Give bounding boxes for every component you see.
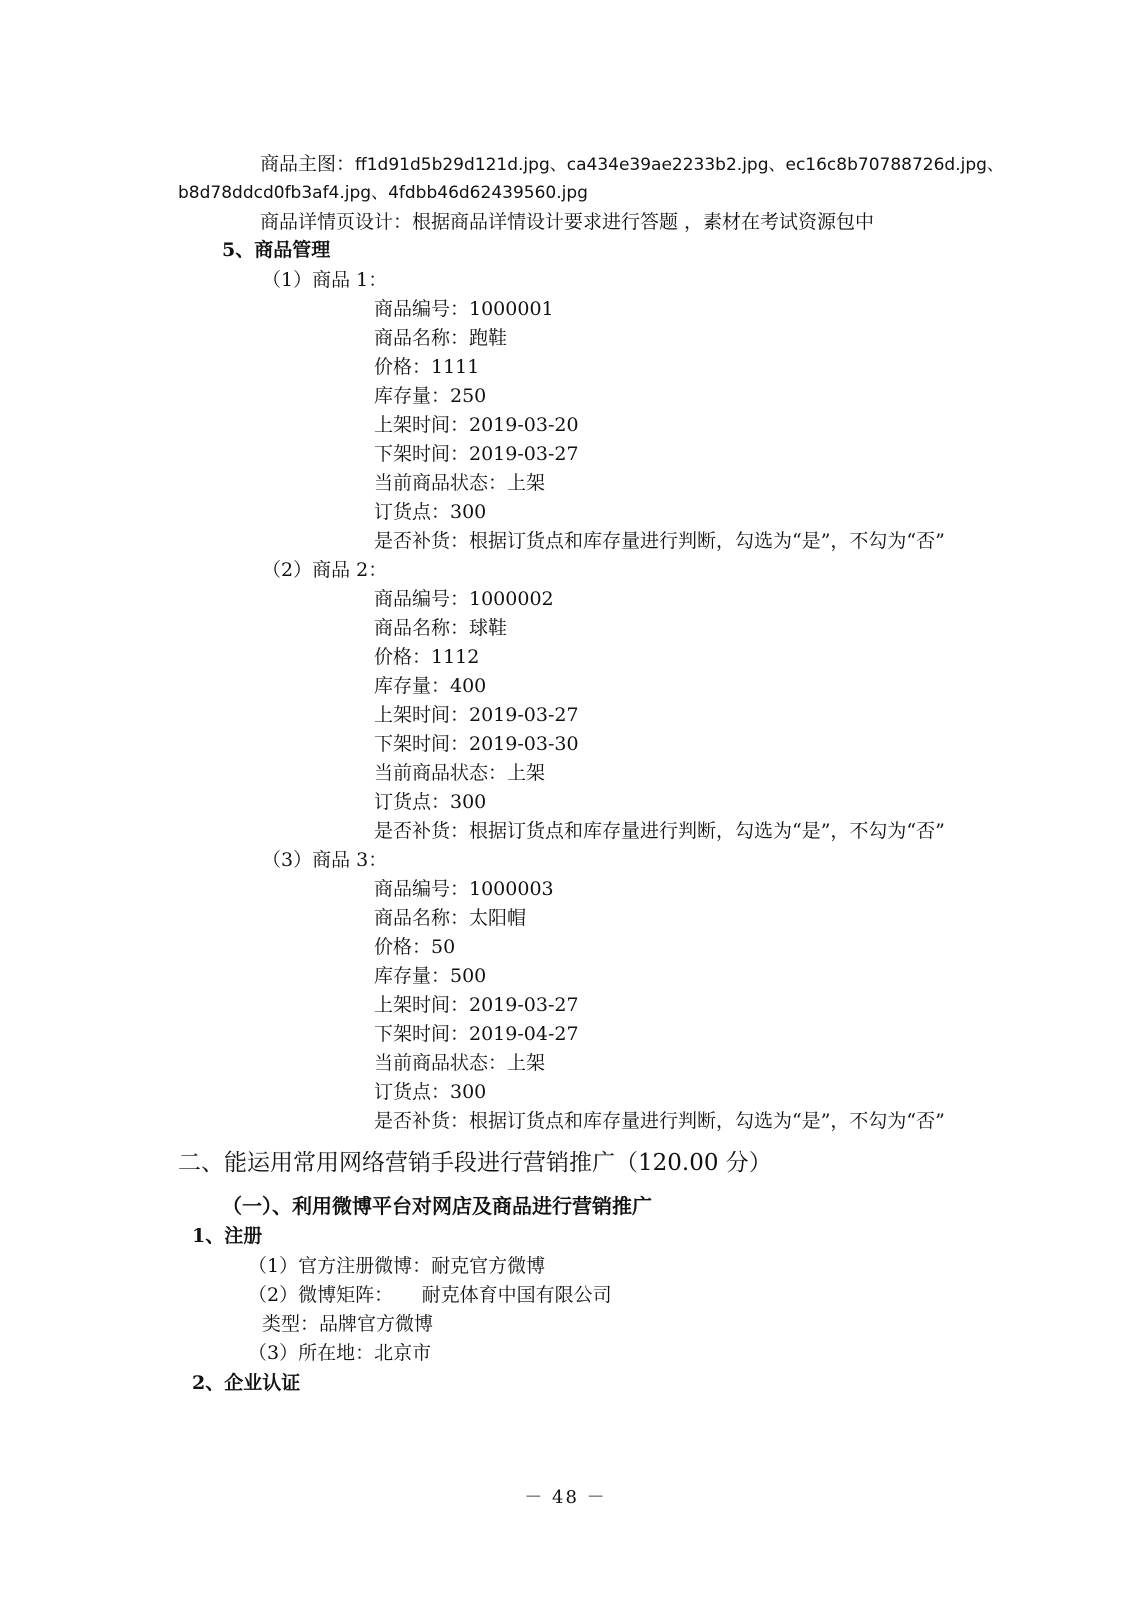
product-2-on-shelf: 上架时间：2019-03-27: [374, 704, 579, 726]
main-image-files-2: b8d78ddcd0fb3af4.jpg、4fdbb46d62439560.jpg: [178, 183, 588, 203]
product-2-label: （2）商品 2：: [262, 559, 388, 581]
product-3-restock: 是否补货：根据订货点和库存量进行判断，勾选为“是”，不勾为“否”: [374, 1110, 945, 1132]
product-1-label: （1）商品 1：: [262, 269, 388, 291]
register-heading: 1、注册: [192, 1225, 263, 1247]
product-1-off-shelf: 下架时间：2019-03-27: [374, 443, 579, 465]
product-3-stock: 库存量：500: [374, 965, 487, 987]
product-3-off-shelf: 下架时间：2019-04-27: [374, 1023, 579, 1045]
page-number: － 48 －: [524, 1487, 607, 1508]
product-2-name: 商品名称：球鞋: [374, 617, 508, 639]
product-3-price: 价格：50: [374, 936, 456, 958]
product-1-stock: 库存量：250: [374, 385, 487, 407]
product-1-status: 当前商品状态：上架: [374, 472, 546, 494]
product-2-price: 价格：1112: [374, 646, 480, 668]
product-3-status: 当前商品状态：上架: [374, 1052, 546, 1074]
product-1-id: 商品编号：1000001: [374, 298, 554, 320]
product-2-reorder-point: 订货点：300: [374, 791, 487, 813]
section-two-subheading: （一）、利用微博平台对网店及商品进行营销推广: [222, 1194, 652, 1218]
product-1-price: 价格：1111: [374, 356, 480, 378]
main-image-label: 商品主图：: [260, 153, 356, 175]
weibo-matrix-type: 类型：品牌官方微博: [262, 1313, 434, 1335]
product-1-on-shelf: 上架时间：2019-03-20: [374, 414, 579, 436]
section-two-heading: 二、能运用常用网络营销手段进行营销推广（120.00 分）: [178, 1150, 772, 1176]
product-3-on-shelf: 上架时间：2019-03-27: [374, 994, 579, 1016]
product-2-restock: 是否补货：根据订货点和库存量进行判断，勾选为“是”，不勾为“否”: [374, 820, 945, 842]
main-image-label-line: [260, 152, 1004, 177]
certification-heading: 2、企业认证: [192, 1372, 301, 1394]
product-2-off-shelf: 下架时间：2019-03-30: [374, 733, 579, 755]
product-2-status: 当前商品状态：上架: [374, 762, 546, 784]
product-1-name: 商品名称：跑鞋: [374, 327, 508, 349]
location: （3）所在地：北京市: [248, 1342, 432, 1364]
product-1-restock: 是否补货：根据订货点和库存量进行判断，勾选为“是”，不勾为“否”: [374, 530, 945, 552]
product-3-name: 商品名称：太阳帽: [374, 907, 527, 929]
official-weibo: （1）官方注册微博：耐克官方微博: [248, 1255, 546, 1277]
product-1-reorder-point: 订货点：300: [374, 501, 487, 523]
product-2-stock: 库存量：400: [374, 675, 487, 697]
product-2-id: 商品编号：1000002: [374, 588, 554, 610]
product-management-heading: 5、商品管理: [222, 239, 331, 261]
product-3-reorder-point: 订货点：300: [374, 1081, 487, 1103]
product-3-label: （3）商品 3：: [262, 849, 388, 871]
main-image-files-1: ff1d91d5b29d121d.jpg、ca434e39ae2233b2.jpg、ec16c8b70788726d.jpg、: [355, 155, 1004, 175]
detail-page-design: 商品详情页设计：根据商品详情设计要求进行答题 ，素材在考试资源包中: [260, 211, 875, 233]
product-3-id: 商品编号：1000003: [374, 878, 554, 900]
weibo-matrix: （2）微博矩阵： 耐克体育中国有限公司: [248, 1284, 612, 1306]
